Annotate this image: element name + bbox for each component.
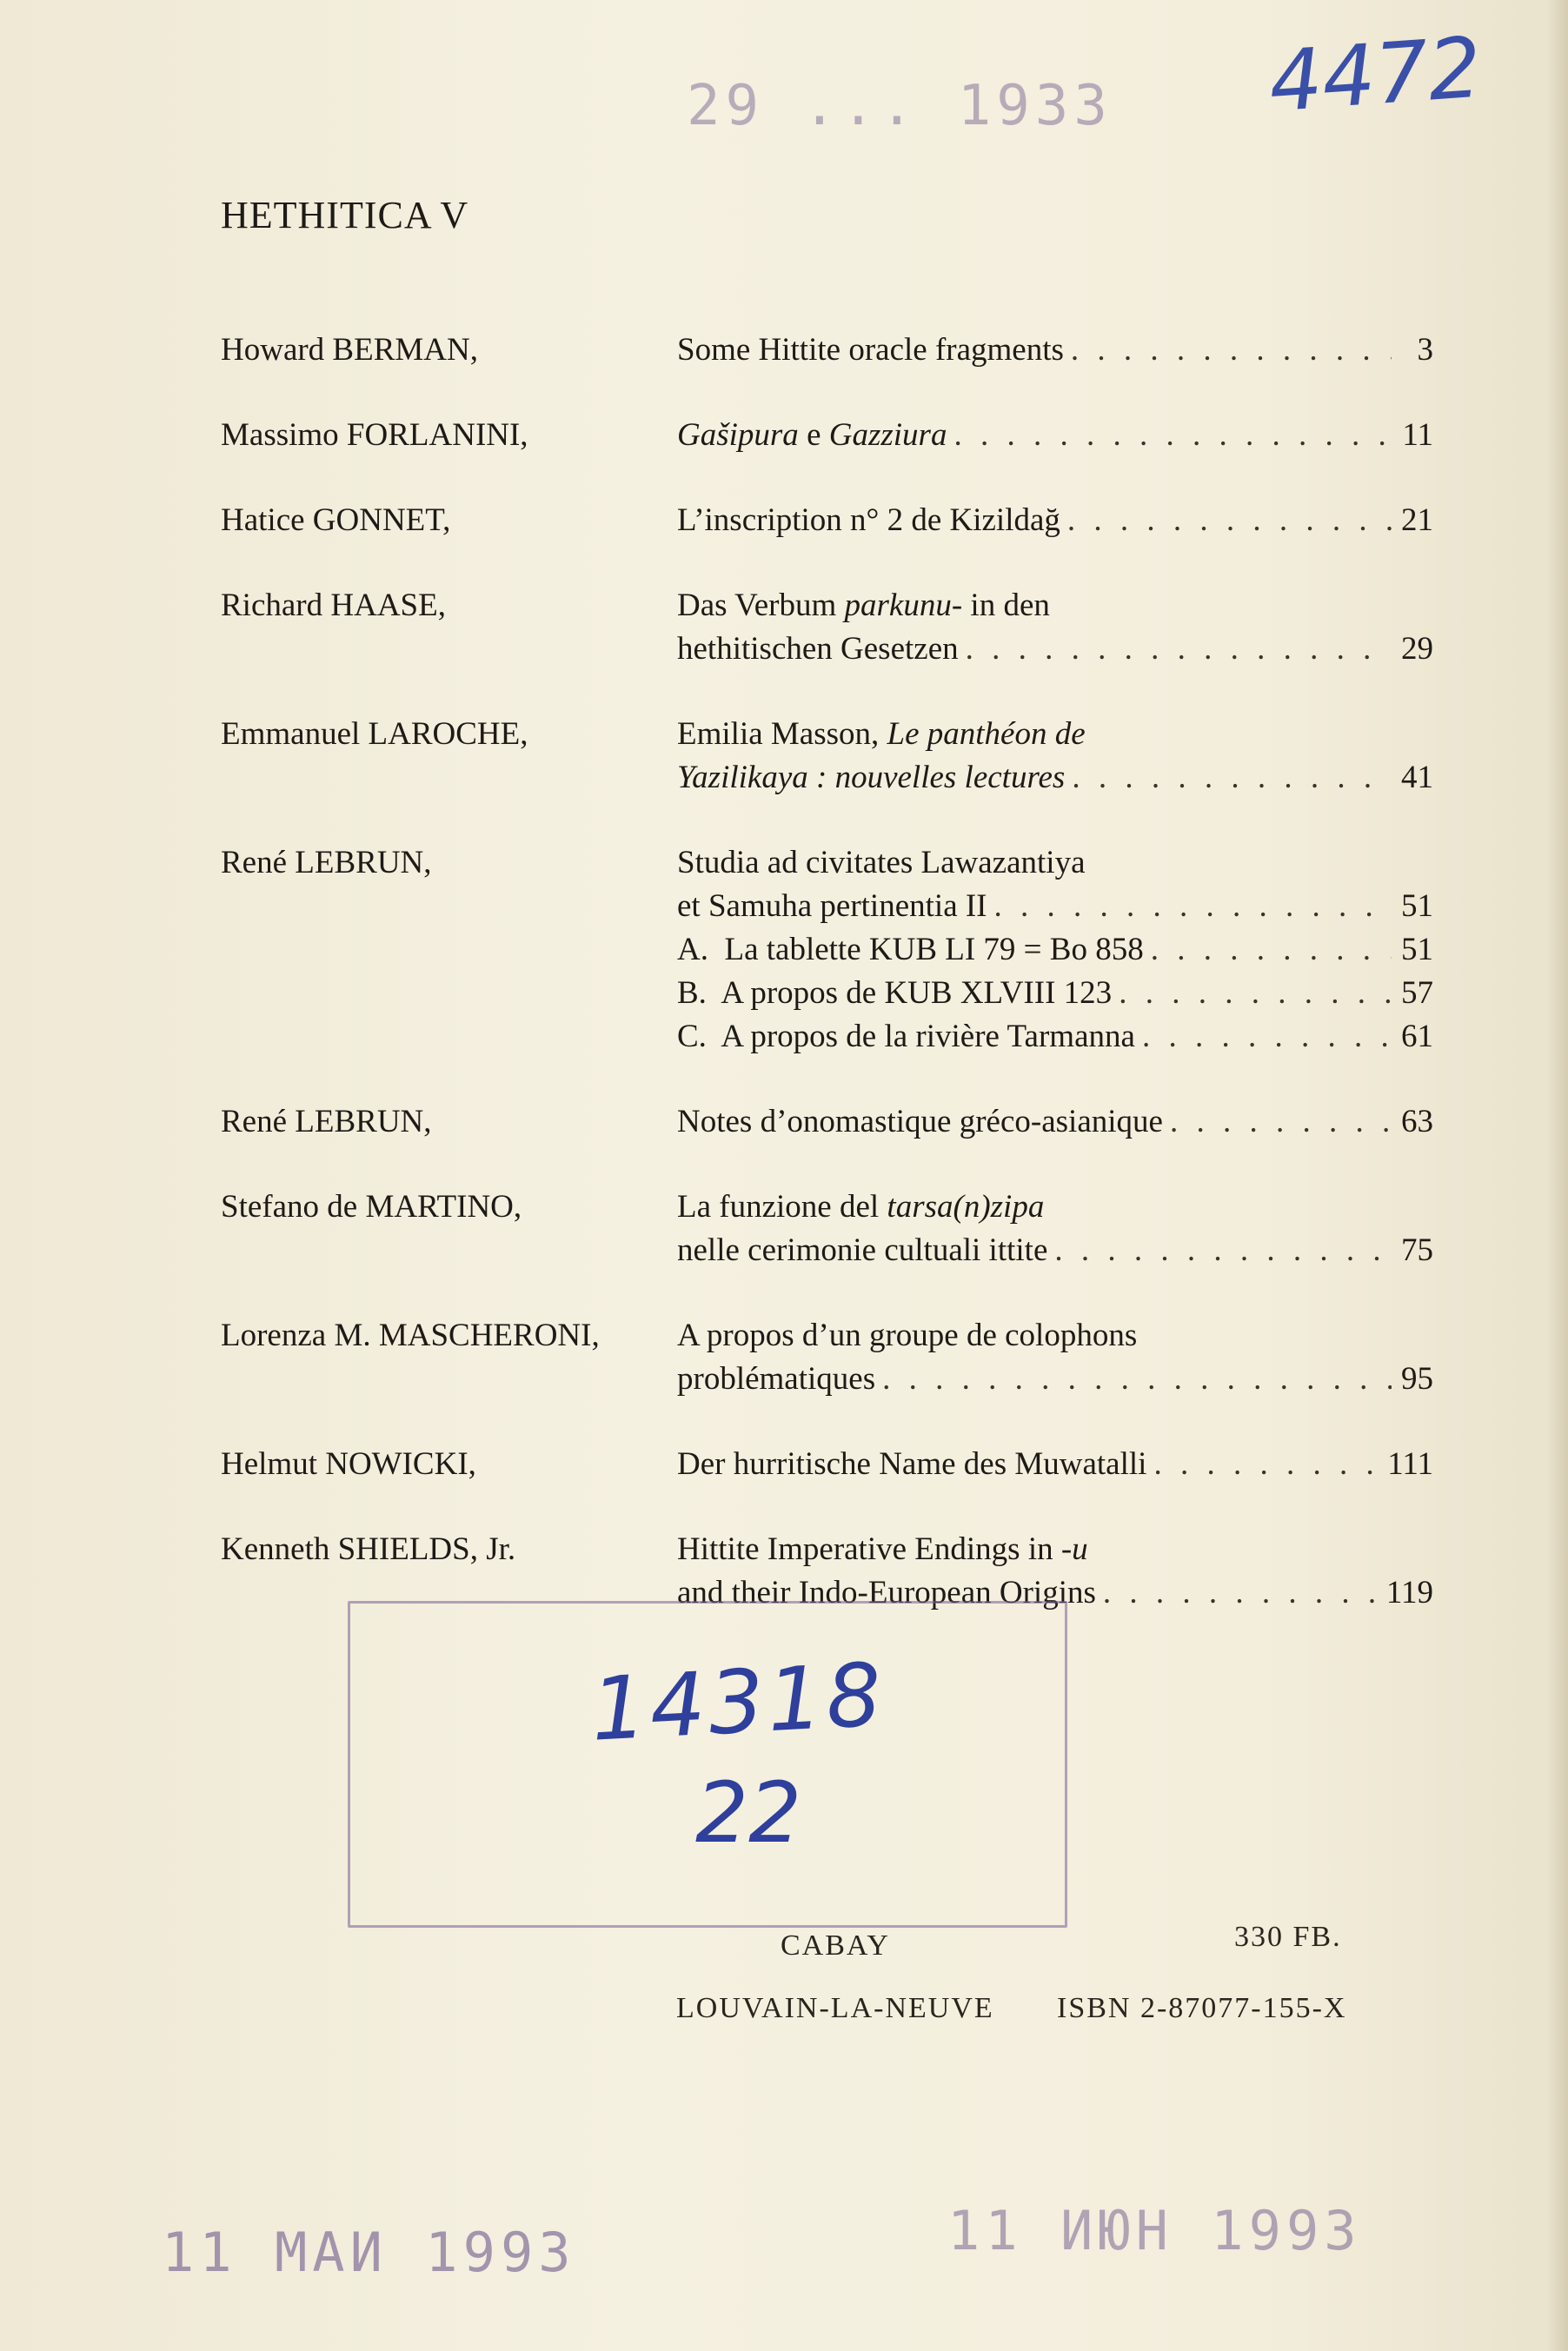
- handwritten-accession-number: 14318: [588, 1644, 887, 1761]
- author-name: Howard BERMAN,: [221, 332, 478, 368]
- author-name: Hatice GONNET,: [221, 502, 451, 538]
- toc-entry: [221, 584, 1438, 671]
- date-stamp-top: 29 ... 1933: [687, 74, 1113, 138]
- title-text: et Samuha pertinentia II: [677, 888, 987, 924]
- series-title: HETHITICA V: [221, 194, 469, 236]
- title-text: Hittite Imperative Endings in: [677, 1531, 1061, 1567]
- handwritten-catalog-number: 4472: [1266, 18, 1485, 131]
- page-number: 51: [1401, 932, 1433, 967]
- page-number: 29: [1401, 631, 1433, 667]
- subsection-text: A. La tablette KUB LI 79 = Bo 858: [677, 932, 1144, 967]
- toc-entry: [221, 841, 1438, 1059]
- article-title: [677, 1100, 1433, 1144]
- page-number: 63: [1401, 1104, 1433, 1139]
- author-name: Kenneth SHIELDS, Jr.: [221, 1531, 516, 1567]
- title-italic: Gašipura: [677, 417, 799, 453]
- author-name: Emmanuel LAROCHE,: [221, 716, 528, 752]
- author-name: Massimo FORLANINI,: [221, 417, 528, 453]
- page-number: 119: [1385, 1575, 1433, 1611]
- toc-entry: [221, 1443, 1438, 1486]
- title-italic: Le panthéon de: [887, 716, 1086, 752]
- author-name: Richard HAASE,: [221, 588, 446, 623]
- article-title: [677, 1185, 1433, 1272]
- title-italic: Yazilikaya : nouvelles lectures: [677, 760, 1066, 795]
- title-italic: -u: [1060, 1531, 1088, 1567]
- page-number: 21: [1401, 502, 1433, 538]
- page-number: 57: [1401, 975, 1433, 1011]
- title-text: nelle cerimonie cultuali ittite: [677, 1232, 1048, 1268]
- toc-entry: [221, 329, 1438, 372]
- date-stamp-bottom-right: 11 ИЮН 1993: [947, 2199, 1362, 2262]
- title-text: and their Indo-European Origins: [677, 1575, 1096, 1611]
- toc-entry: [221, 414, 1438, 457]
- title-text: in den: [962, 588, 1050, 623]
- toc-entry: [221, 713, 1438, 800]
- author-name: René LEBRUN,: [221, 845, 432, 880]
- title-text: problématiques: [677, 1361, 876, 1397]
- title-text: Studia ad civitates Lawazantiya: [677, 845, 1086, 880]
- author-name: Helmut NOWICKI,: [221, 1446, 476, 1482]
- title-text: La funzione del: [677, 1189, 887, 1225]
- author-name: René LEBRUN,: [221, 1104, 432, 1139]
- title-italic: Gazziura: [828, 417, 947, 453]
- publisher-name: CABAY: [781, 1929, 890, 1962]
- publisher-city: LOUVAIN-LA-NEUVE: [676, 1992, 994, 2024]
- article-title: [677, 499, 1433, 542]
- article-title: [677, 713, 1433, 800]
- title-text: e: [798, 417, 829, 453]
- title-text: Der hurritische Name des Muwatalli: [677, 1446, 1147, 1482]
- title-text: Emilia Masson,: [677, 716, 887, 752]
- isbn: ISBN 2-87077-155-X: [1057, 1992, 1347, 2024]
- page-number: 111: [1387, 1446, 1433, 1482]
- author-name: Stefano de MARTINO,: [221, 1189, 522, 1225]
- page-number: 61: [1401, 1019, 1433, 1054]
- title-text: Notes d’onomastique gréco-asianique: [677, 1104, 1163, 1139]
- article-title: [677, 841, 1433, 1059]
- table-of-contents: [221, 329, 1438, 1657]
- page-number: 3: [1417, 332, 1433, 368]
- date-stamp-bottom-left: 11 МАИ 1993: [162, 2221, 576, 2284]
- toc-entry: [221, 499, 1438, 542]
- author-name: Lorenza M. MASCHERONI,: [221, 1318, 600, 1353]
- page-number: 95: [1401, 1361, 1433, 1397]
- title-italic: parkunu-: [844, 588, 963, 623]
- subsection-text: C. A propos de la rivière Tarmanna: [677, 1019, 1135, 1054]
- title-text: L’inscription n° 2 de Kizildağ: [677, 502, 1060, 538]
- title-italic: tarsa(n)zipa: [887, 1189, 1045, 1225]
- title-text: A propos d’un groupe de colophons: [677, 1318, 1138, 1353]
- price: 330 FB.: [1234, 1921, 1342, 1953]
- article-title: [677, 414, 1433, 457]
- page-number: 75: [1401, 1232, 1433, 1268]
- page-edge-shadow: [1547, 0, 1568, 2351]
- page-number: 51: [1401, 888, 1433, 924]
- toc-entry: [221, 1100, 1438, 1144]
- article-title: [677, 1443, 1433, 1486]
- article-title: [677, 329, 1433, 372]
- handwritten-accession-sub: 22: [695, 1764, 802, 1862]
- title-text: hethitischen Gesetzen: [677, 631, 959, 667]
- title-text: Some Hittite oracle fragments: [677, 332, 1064, 368]
- toc-entry: [221, 1314, 1438, 1401]
- subsection-text: B. A propos de KUB XLVIII 123: [677, 975, 1113, 1011]
- page-number: 11: [1402, 417, 1433, 453]
- toc-entry: [221, 1185, 1438, 1272]
- article-title: [677, 1314, 1433, 1401]
- title-text: Das Verbum: [677, 588, 845, 623]
- page-number: 41: [1401, 760, 1433, 795]
- article-title: [677, 584, 1433, 671]
